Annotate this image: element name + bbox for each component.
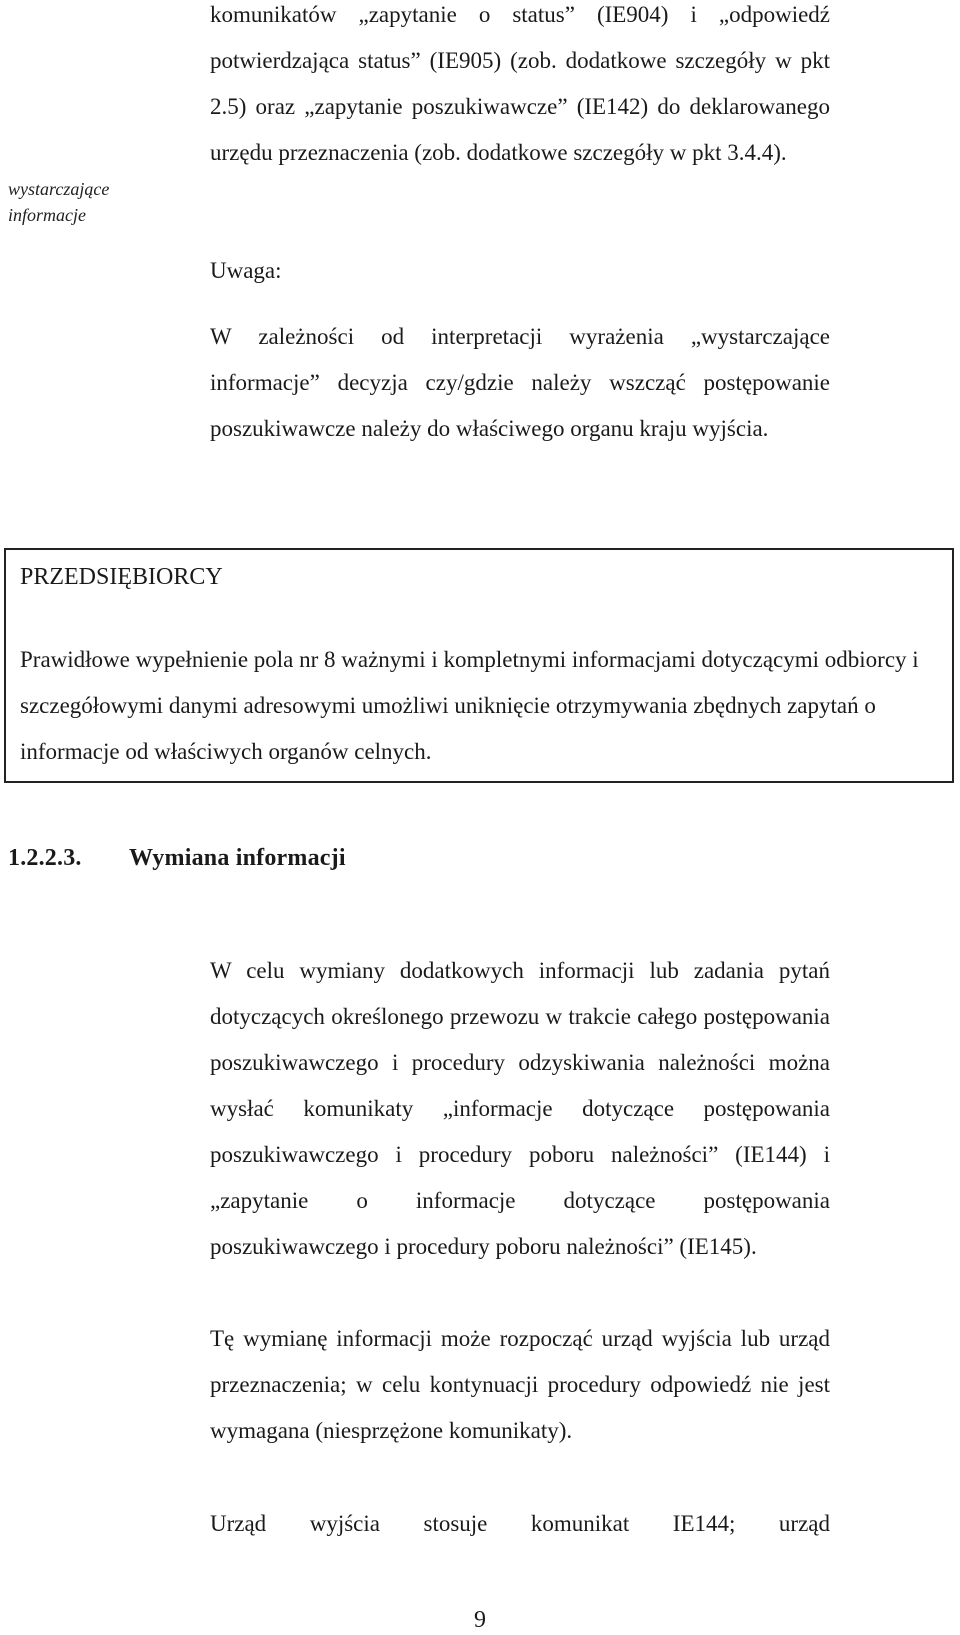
note-paragraph: W zależności od interpretacji wyrażenia „wystarczające informacje” decyzja czy/gdzie należy wszcząć postępowanie poszukiwawcze należy do właściwego organu kraju wyjścia. — [210, 324, 830, 441]
section-title: Wymiana informacji — [129, 845, 346, 871]
margin-note-line-2: informacje — [8, 205, 86, 225]
section-heading — [8, 838, 346, 878]
section-paragraph-1: W celu wymiany dodatkowych informacji lub zadania pytań dotyczących określonego przewozu w trakcie całego postępowania poszukiwawczego i procedury odzyskiwania należności można wysłać komunikaty „informacje dotyczące postępowania poszukiwawczego i procedury poboru należności” (IE144) i „zapytanie o informacje dotyczące postępowania poszukiwawczego i procedury poboru należności” (IE145). — [210, 958, 830, 1259]
section-paragraph-2: Tę wymianę informacji może rozpocząć urząd wyjścia lub urząd przeznaczenia; w celu kontynuacji procedury odpowiedź nie jest wymagana (niesprzężone komunikaty). — [210, 1326, 830, 1443]
traders-box-paragraph: Prawidłowe wypełnienie pola nr 8 ważnymi i kompletnymi informacjami dotyczącymi odbiorcy i szczegółowymi danymi adresowymi umożliwi uniknięcie otrzymywania zbędnych zapytań o informacje od właściwych organów celnych. — [20, 647, 919, 764]
note-label: Uwaga: — [210, 258, 282, 283]
traders-box-heading: PRZEDSIĘBIORCY — [20, 564, 223, 590]
traders-box — [4, 548, 954, 783]
top-paragraph: komunikatów „zapytanie o status” (IE904) i „odpowiedź potwierdzająca status” (IE905) (zob. dodatkowe szczegóły w pkt 2.5) oraz „zapytanie poszukiwawcze” (IE142) do deklarowanego urzędu przeznaczenia (zob. dodatkowe szczegóły w pkt 3.4.4). — [210, 2, 830, 165]
section-paragraph-3: Urząd wyjścia stosuje komunikat IE144; urząd — [210, 1511, 830, 1536]
section-number: 1.2.2.3. — [8, 845, 82, 871]
margin-note — [8, 176, 158, 228]
page-number: 9 — [474, 1607, 486, 1633]
margin-note-line-1: wystarczające — [8, 179, 110, 199]
